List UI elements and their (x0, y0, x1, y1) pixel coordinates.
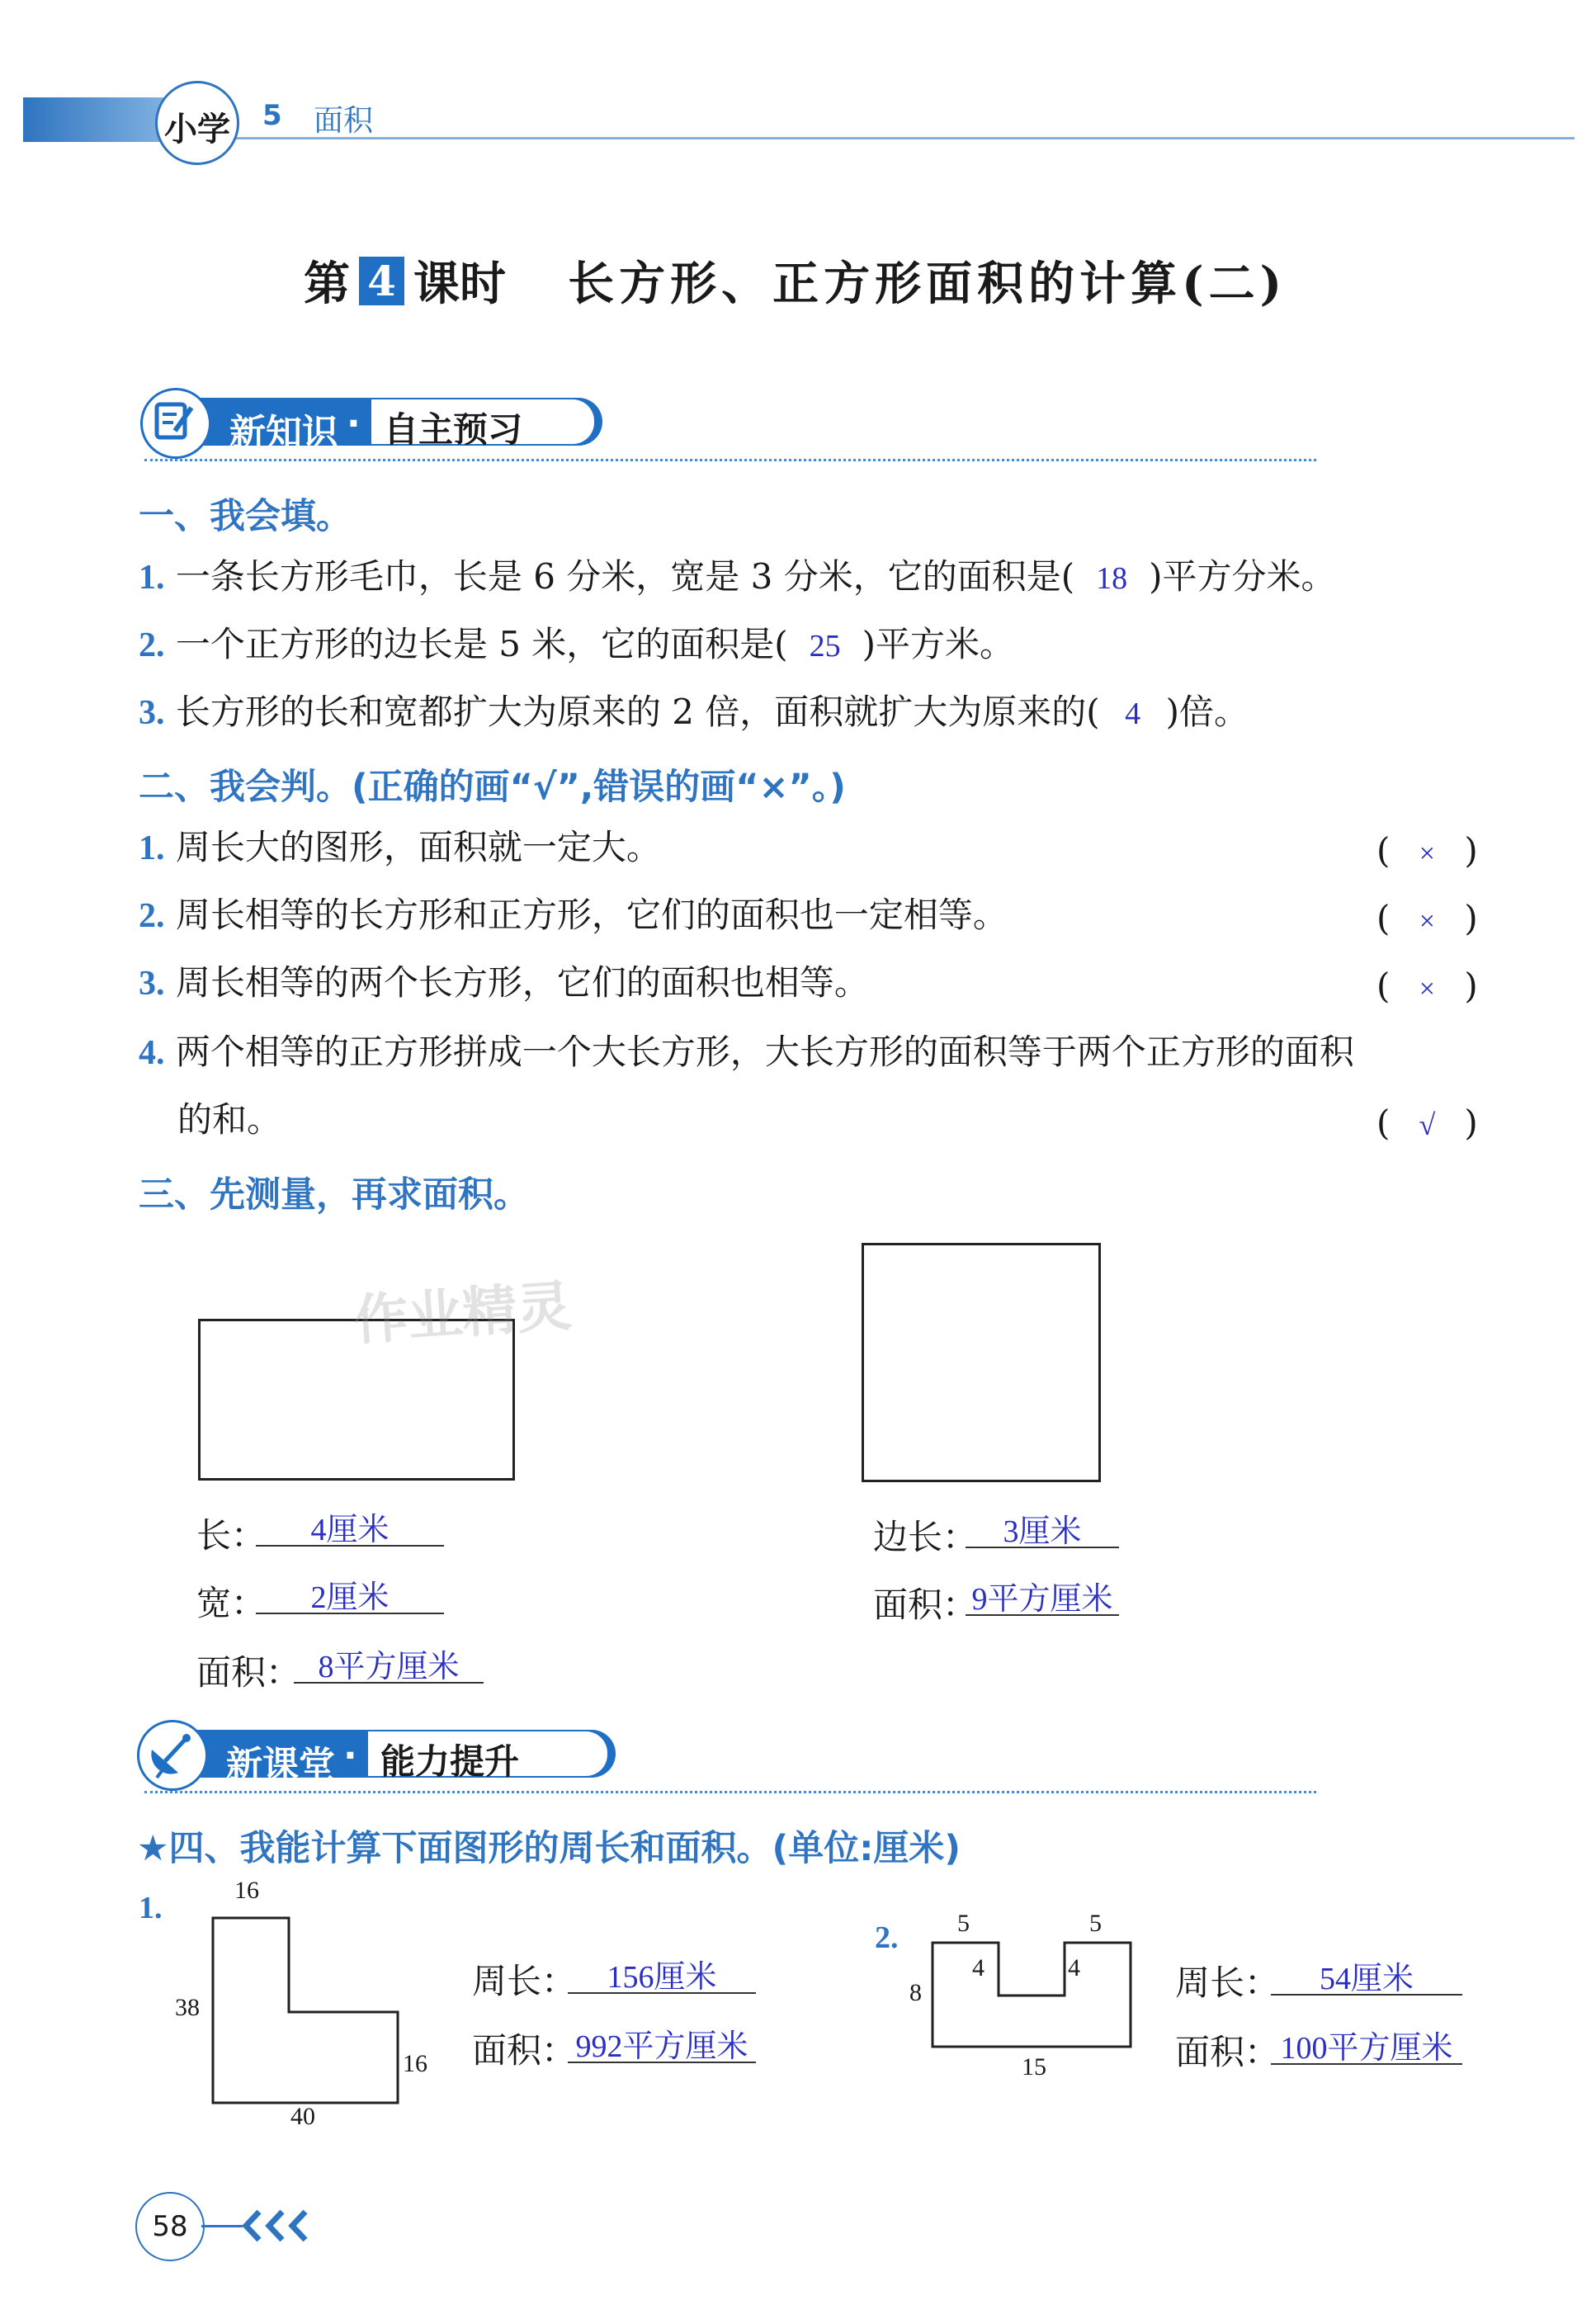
page-number: 58 (152, 2210, 188, 2243)
fig1-l-shape (206, 1915, 404, 2113)
answer-mark: × (1419, 974, 1435, 1004)
header-bar (23, 97, 1558, 142)
part2-item-4 (139, 1032, 1354, 1072)
fig2-dim-top-right: 5 (1089, 1910, 1102, 1937)
rect-width-label: 宽： (196, 1583, 267, 1623)
item-text-after: )倍。 (1165, 692, 1249, 732)
part1-item-2 (139, 624, 1015, 664)
item-number: 2. (139, 897, 165, 935)
item-number: 2. (139, 626, 165, 664)
paren-close: ) (1464, 898, 1478, 938)
header-rule (163, 137, 1575, 139)
measure-square (862, 1243, 1101, 1482)
square-side-answer: 3厘米 (1003, 1514, 1082, 1549)
fig1-area-label: 面积： (472, 2030, 577, 2071)
item-text: 两个相等的正方形拼成一个大长方形，大长方形的面积等于两个正方形的面积 (175, 1032, 1354, 1072)
item-text-after: )平方米。 (862, 624, 1015, 664)
item-text: 一个正方形的边长是 5 米，它的面积是( (175, 624, 788, 664)
lesson-number: 4 (359, 257, 404, 305)
judge-box-4 (1376, 1103, 1478, 1143)
section-divider (144, 459, 1316, 461)
section-sub-label: 能力提升 (380, 1741, 520, 1782)
fig1-perimeter-label: 周长： (472, 1961, 577, 2001)
fig1-perimeter-answer: 156厘米 (607, 1960, 717, 1995)
fig2-dim-notch-left: 4 (972, 1954, 985, 1981)
fig2-area-answer: 100平方厘米 (1280, 2031, 1453, 2066)
section-main-label: 新课堂 (226, 1744, 335, 1786)
part2-item-2 (139, 895, 1008, 935)
fig2-number: 2. (875, 1920, 899, 1955)
fig2-dim-notch-right: 4 (1068, 1954, 1080, 1981)
satellite-icon (137, 1720, 208, 1791)
paren-close: ) (1464, 830, 1478, 871)
fig2-u-shape (929, 1939, 1136, 2055)
fig2-perimeter-label: 周长： (1175, 1963, 1280, 2003)
fig2-dim-top-left: 5 (957, 1910, 970, 1937)
fig2-dim-left: 8 (909, 1979, 922, 2006)
answer-text: 25 (809, 629, 841, 664)
section-divider (144, 1791, 1316, 1793)
square-area-answer: 9平方厘米 (971, 1582, 1113, 1617)
paren-open: ( (1376, 830, 1391, 871)
lesson-title (304, 248, 1287, 311)
item-text: 周长相等的两个长方形，它们的面积也相等。 (175, 962, 869, 1003)
section-new-class (137, 1720, 616, 1788)
item-number: 3. (139, 965, 165, 1003)
logo-text: 小学 (164, 111, 230, 149)
fig1-dim-bottom: 40 (290, 2103, 315, 2130)
arrow-chevrons-icon (241, 2205, 323, 2246)
item-text: 一条长方形毛巾，长是 6 分米，宽是 3 分米，它的面积是( (175, 556, 1075, 597)
lesson-prefix: 第 (304, 257, 350, 311)
logo-badge (155, 81, 239, 165)
item-text: 周长相等的长方形和正方形，它们的面积也一定相等。 (175, 895, 1008, 935)
item-text: 长方形的长和宽都扩大为原来的 2 倍，面积就扩大为原来的( (175, 692, 1100, 732)
rect-length-label: 长： (196, 1515, 267, 1556)
paren-close: ) (1464, 1103, 1478, 1143)
fig1-number: 1. (139, 1891, 163, 1925)
paren-close: ) (1464, 966, 1478, 1006)
lesson-suffix: 课时 (413, 257, 506, 311)
paren-open: ( (1376, 1103, 1391, 1143)
square-area-label: 面积： (873, 1585, 978, 1625)
part4-heading: ★四、我能计算下面图形的周长和面积。(单位:厘米) (137, 1828, 961, 1869)
part3-heading: 三、先测量，再求面积。 (139, 1174, 529, 1216)
rect-width-answer: 2厘米 (310, 1580, 390, 1615)
section-dot: · (347, 403, 361, 445)
paren-open: ( (1376, 898, 1391, 938)
section-sub-label: 自主预习 (384, 409, 523, 450)
part2-item-3 (139, 962, 869, 1003)
fig1-dim-left: 38 (175, 1994, 200, 2021)
lesson-heading: 长方形、正方形面积的计算(二) (568, 257, 1287, 311)
fig1-dim-right: 16 (403, 2050, 427, 2077)
page-number-badge (135, 2192, 205, 2261)
section-dot: · (343, 1735, 357, 1777)
unit-number: 5 (262, 99, 282, 132)
part2-heading: 二、我会判。(正确的画“√”,错误的画“×”。) (139, 767, 846, 808)
judge-box-1 (1376, 830, 1478, 871)
part1-item-1 (139, 556, 1336, 597)
item-text: 周长大的图形，面积就一定大。 (175, 827, 661, 867)
part1-heading: 一、我会填。 (139, 496, 352, 537)
answer-mark: × (1419, 906, 1435, 937)
footer-line (201, 2225, 243, 2227)
answer-mark: √ (1419, 1108, 1436, 1141)
part2-item-4-cont: 的和。 (177, 1099, 282, 1140)
watermark: 作业精灵 (352, 1273, 574, 1353)
judge-box-2 (1376, 898, 1478, 938)
fig2-area-label: 面积： (1175, 2032, 1280, 2072)
part1-item-3 (139, 692, 1249, 732)
fig2-dim-bottom: 15 (1022, 2053, 1046, 2081)
section-main-label: 新知识 (229, 412, 338, 454)
rect-area-answer: 8平方厘米 (318, 1650, 460, 1684)
judge-box-3 (1376, 966, 1478, 1006)
rect-area-label: 面积： (196, 1652, 301, 1693)
answer-mark: × (1419, 838, 1435, 869)
fig1-area-answer: 992平方厘米 (575, 2029, 748, 2064)
section-new-knowledge (140, 388, 602, 454)
header-left-band (23, 97, 163, 142)
part2-item-1 (139, 827, 661, 867)
fig1-dim-top: 16 (234, 1877, 259, 1904)
square-side-label: 边长： (873, 1517, 978, 1557)
answer-text: 18 (1096, 561, 1128, 596)
item-number: 3. (139, 694, 165, 732)
rect-length-answer: 4厘米 (310, 1513, 390, 1547)
paren-open: ( (1376, 966, 1391, 1006)
unit-title: 面积 (314, 104, 374, 138)
answer-text: 4 (1125, 697, 1141, 731)
item-number: 1. (139, 829, 165, 867)
item-number: 1. (139, 559, 165, 597)
edit-icon (140, 388, 211, 459)
item-number: 4. (139, 1034, 165, 1072)
item-text-after: )平方分米。 (1149, 556, 1336, 597)
fig2-perimeter-answer: 54厘米 (1319, 1962, 1414, 1996)
